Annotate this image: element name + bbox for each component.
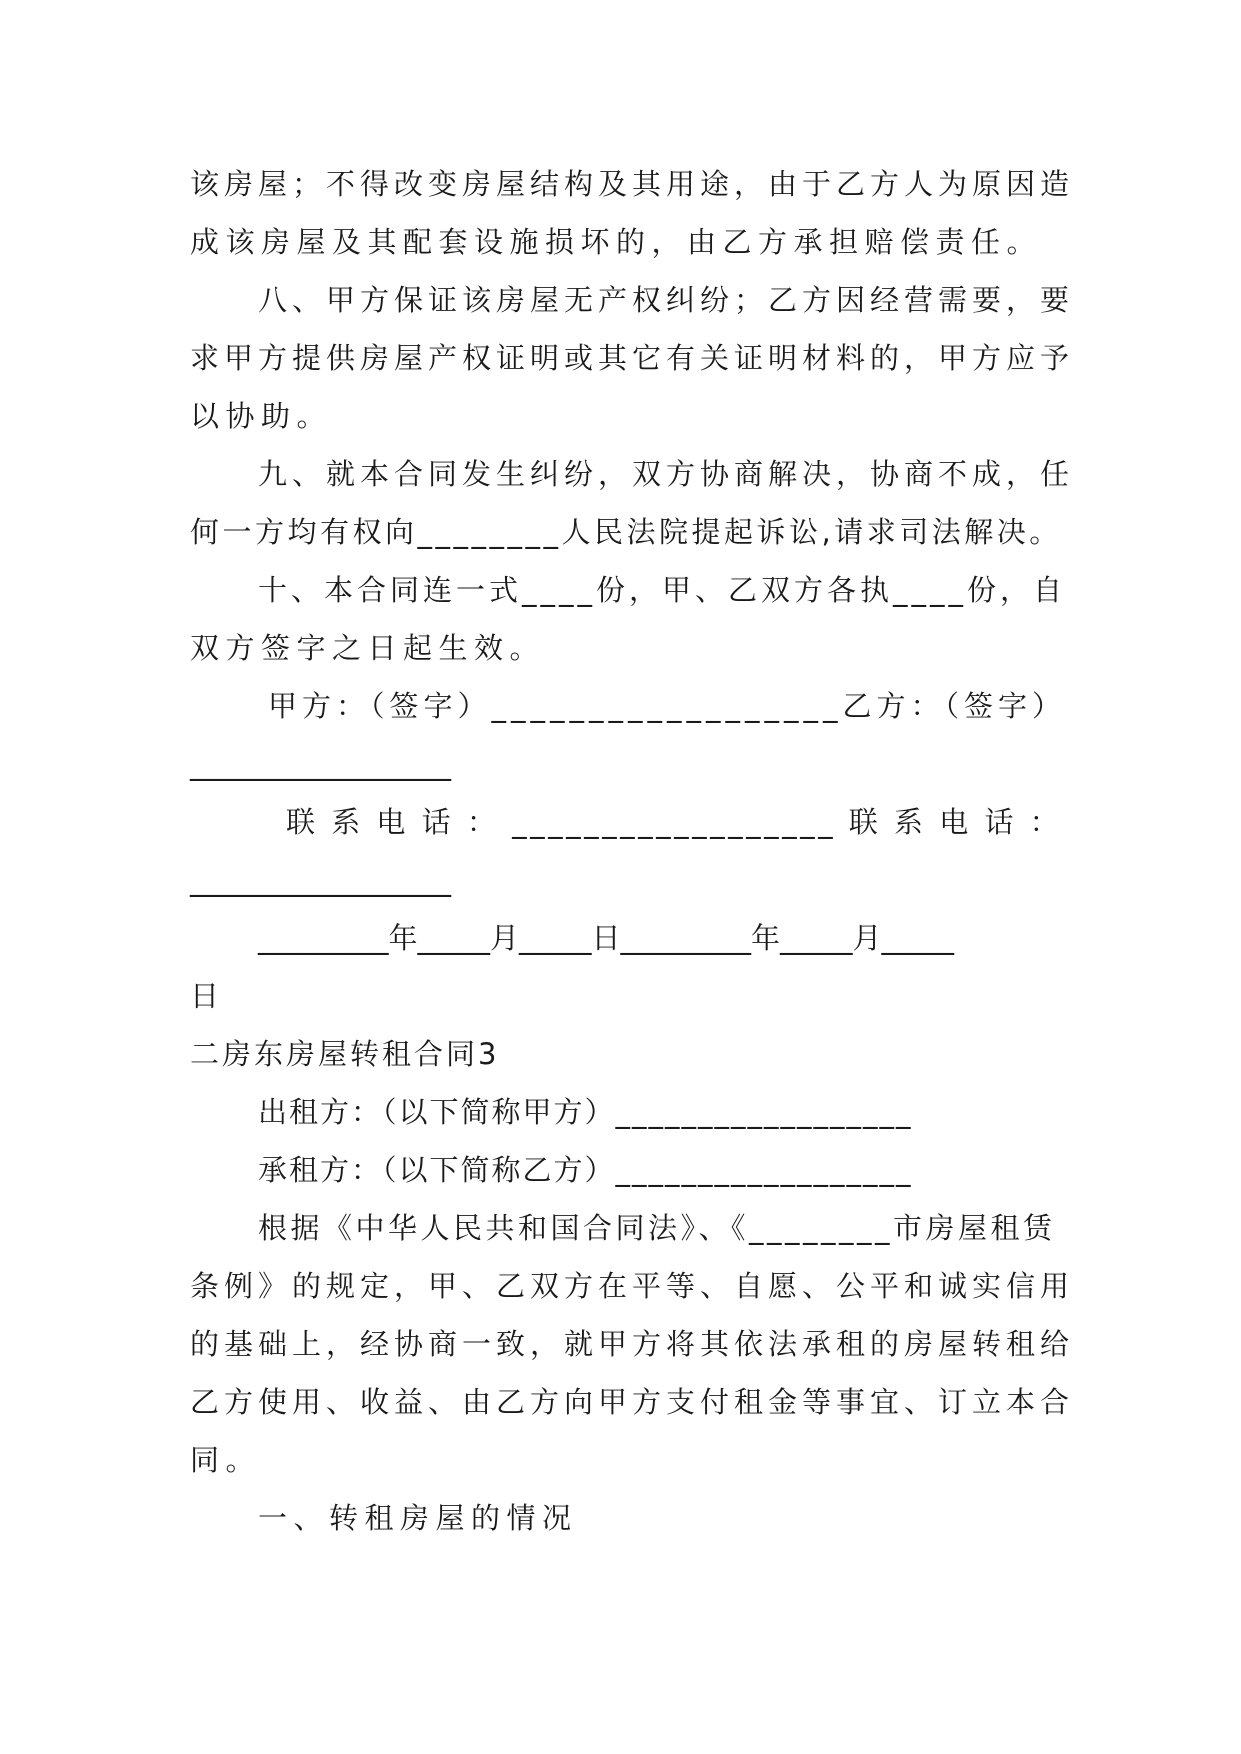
text-line: 成该房屋及其配套设施损坏的，由乙方承担赔偿责任。 (190, 225, 1043, 259)
date-line: _________年_____月_____日_________年_____月_____ (258, 921, 955, 955)
lessee-line: 承租方：（以下简称乙方）__________________ (258, 1153, 913, 1187)
text-line: 八、甲方保证该房屋无产权纠纷；乙方因经营需要，要 (258, 283, 1075, 317)
text-line: 的基础上，经协商一致，就甲方将其依法承租的房屋转租给 (190, 1327, 1075, 1361)
phone-line: 联 系 电 话 ： __________________ 联 系 电 话 ： (286, 805, 1063, 839)
signature-blank: __________________ (190, 747, 451, 781)
text-line: 同。 (190, 1443, 262, 1477)
signature-line-parties: 甲方：（签字）__________________乙方：（签字） (268, 689, 1067, 723)
text-line: 根据《中华人民共和国合同法》、《________市房屋租赁 (258, 1211, 1056, 1245)
section-heading: 一、转租房屋的情况 (258, 1501, 578, 1535)
phone-blank: __________________ (190, 863, 451, 897)
text-line: 何一方均有权向________人民法院提起诉讼,请求司法解决。 (190, 515, 1062, 549)
text-line: 求甲方提供房屋产权证明或其它有关证明材料的，甲方应予 (190, 341, 1075, 375)
lessor-line: 出租方：（以下简称甲方）__________________ (258, 1095, 913, 1129)
text-line: 双方签字之日起生效。 (190, 631, 546, 665)
text-line: 日 (190, 979, 226, 1013)
text-line: 以协助。 (190, 399, 333, 433)
text-line: 十、本合同连一式____份，甲、乙双方各执____份，自 (258, 573, 1067, 607)
text-line: 该房屋；不得改变房屋结构及其用途，由于乙方人为原因造 (190, 167, 1075, 201)
text-line: 九、就本合同发生纠纷，双方协商解决，协商不成，任 (258, 457, 1075, 491)
text-line: 条例》的规定，甲、乙双方在平等、自愿、公平和诚实信用 (190, 1269, 1075, 1303)
section-title: 二房东房屋转租合同3 (190, 1037, 500, 1071)
text-line: 乙方使用、收益、由乙方向甲方支付租金等事宜、订立本合 (190, 1385, 1075, 1419)
